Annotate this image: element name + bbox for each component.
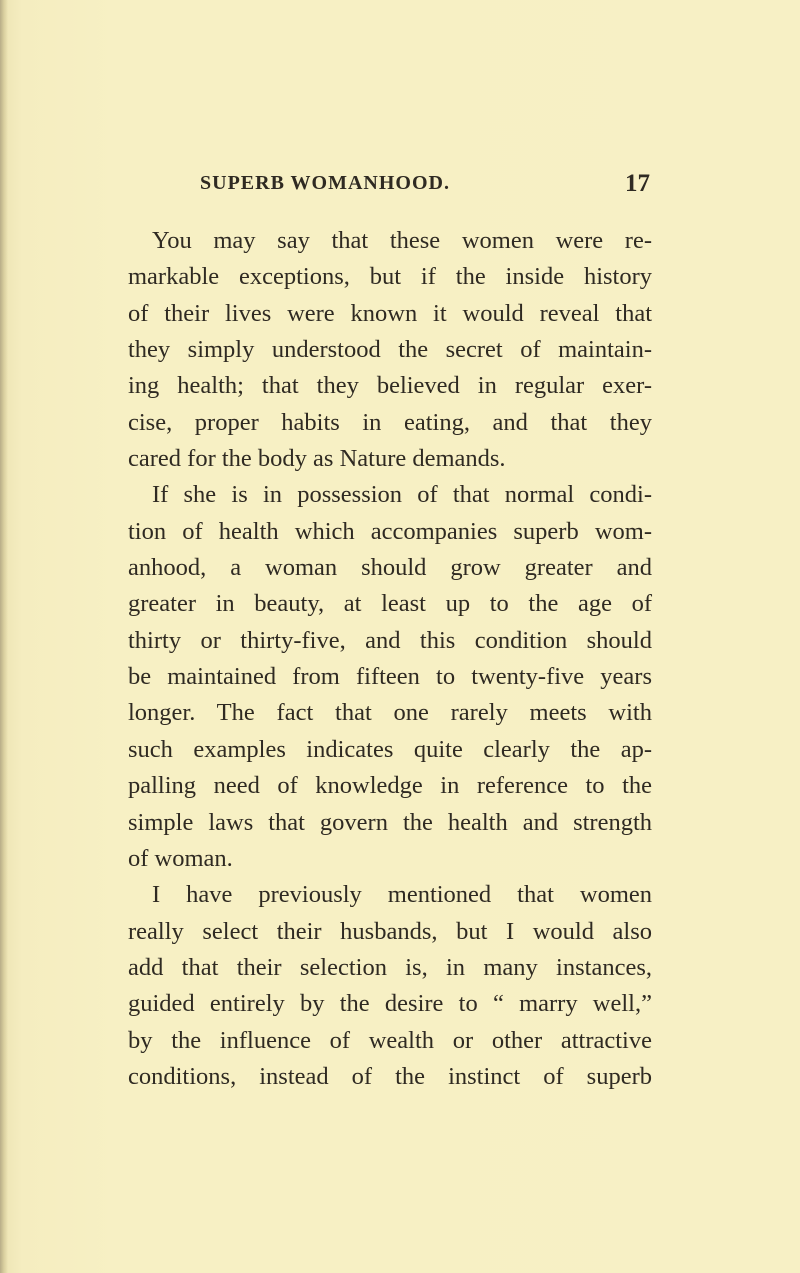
body-text — [128, 223, 652, 1095]
text-line: cise, proper habits in eating, and that they — [128, 408, 652, 436]
paragraph-1 — [128, 223, 652, 477]
text-line: by the influence of wealth or other attractive — [128, 1026, 652, 1054]
page-number: 17 — [625, 170, 650, 197]
text-line: simple laws that govern the health and strength — [128, 808, 652, 836]
text-line: ing health; that they believed in regular exer- — [128, 372, 652, 400]
text-line: I have previously mentioned that women — [152, 881, 652, 909]
text-line: thirty or thirty-five, and this condition should — [128, 626, 652, 654]
text-line: add that their selection is, in many instances, — [128, 953, 652, 981]
text-line: be maintained from fifteen to twenty-five years — [128, 663, 652, 691]
text-line: anhood, a woman should grow greater and — [128, 554, 652, 582]
page-gutter — [0, 0, 8, 1273]
text-line: they simply understood the secret of maintain- — [128, 336, 652, 364]
text-line: longer. The fact that one rarely meets with — [128, 699, 652, 727]
text-line: greater in beauty, at least up to the age of — [128, 590, 652, 618]
paragraph-2 — [128, 477, 652, 877]
text-line: tion of health which accompanies superb wom- — [128, 517, 652, 545]
text-line: of woman. — [128, 844, 233, 872]
text-line: of their lives were known it would reveal that — [128, 299, 652, 327]
text-line: really select their husbands, but I would also — [128, 917, 652, 945]
text-line: guided entirely by the desire to “ marry well,” — [128, 990, 652, 1018]
paragraph-3 — [128, 877, 652, 1095]
text-line: cared for the body as Nature demands. — [128, 445, 506, 473]
text-line: palling need of knowledge in reference to the — [128, 772, 652, 800]
text-line: You may say that these women were re- — [152, 227, 652, 254]
page-header — [200, 172, 650, 202]
text-line: If she is in possession of that normal condi- — [152, 481, 652, 509]
text-line: conditions, instead of the instinct of superb — [128, 1062, 652, 1090]
text-line: markable exceptions, but if the inside history — [128, 263, 652, 291]
running-head: SUPERB WOMANHOOD. — [200, 172, 450, 194]
text-line: such examples indicates quite clearly the ap- — [128, 735, 652, 763]
